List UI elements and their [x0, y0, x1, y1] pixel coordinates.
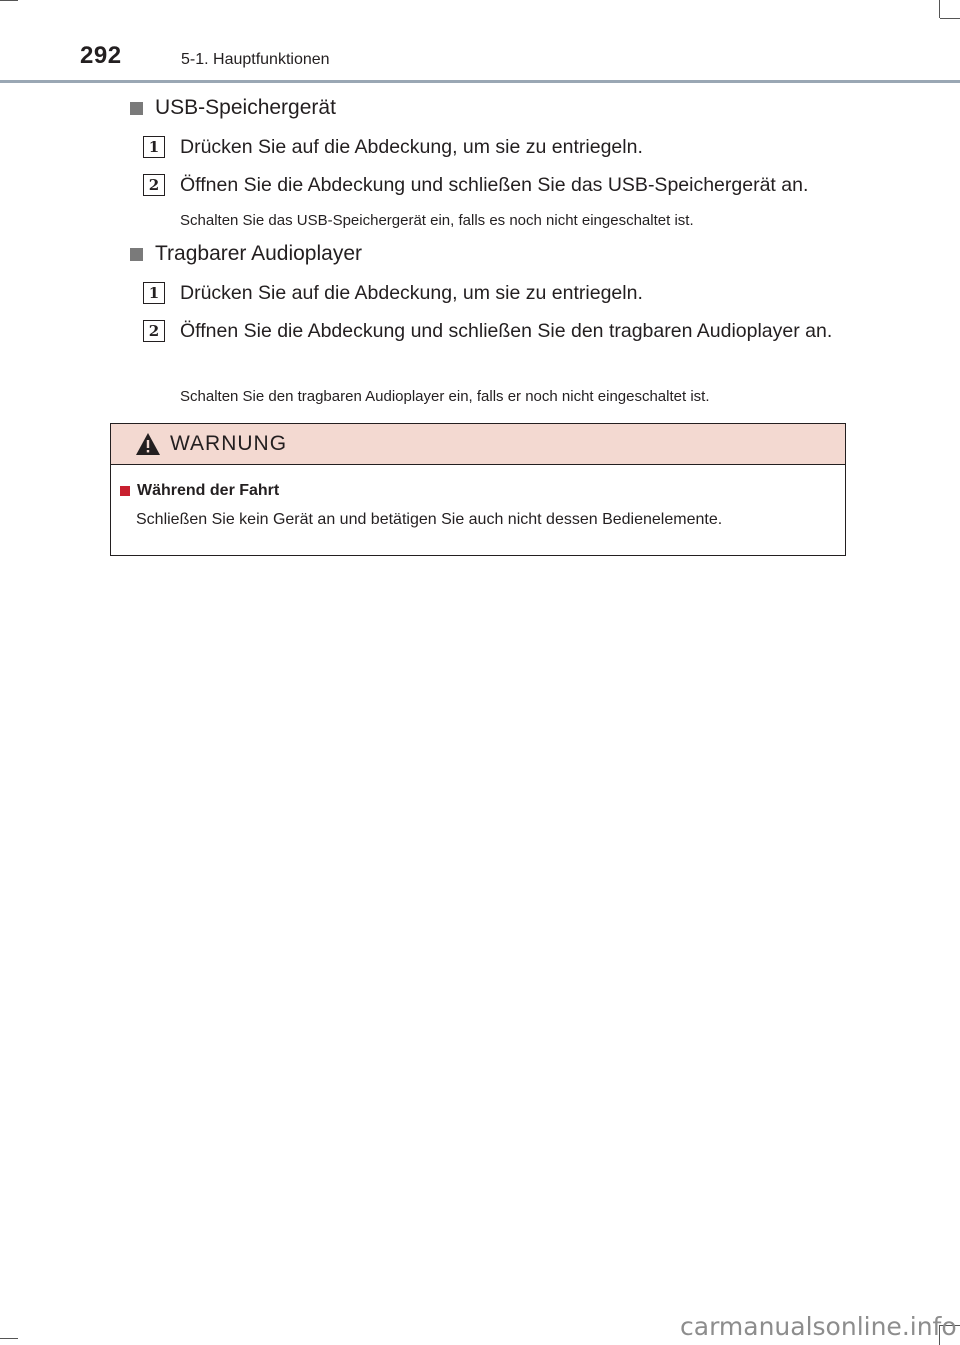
step-number: 2	[143, 174, 165, 196]
step-text: Öffnen Sie die Abdeckung und schließen Sie das USB-Speichergerät an.	[180, 174, 809, 196]
step-text: Drücken Sie auf die Abdeckung, um sie zu entriegeln.	[180, 136, 643, 158]
step-number: 2	[143, 320, 165, 342]
section-title: 5-1. Hauptfunktionen	[181, 51, 330, 68]
warning-subheading	[120, 482, 279, 500]
step-number: 1	[143, 282, 165, 304]
page-header	[0, 0, 960, 84]
warning-subheading-text: Während der Fahrt	[137, 482, 280, 499]
note-text: Schalten Sie den tragbaren Audioplayer ein, falls er noch nicht eingeschaltet ist.	[180, 388, 710, 405]
watermark: carmanualsonline.info	[680, 1312, 957, 1341]
page-number: 292	[80, 42, 122, 69]
header-rule	[0, 80, 960, 83]
crop-mark	[0, 1338, 18, 1339]
warning-box	[110, 423, 846, 556]
usb-heading	[130, 96, 336, 120]
heading-text: Tragbarer Audioplayer	[155, 242, 363, 265]
step-text: Drücken Sie auf die Abdeckung, um sie zu entriegeln.	[180, 282, 643, 304]
note-text: Schalten Sie das USB-Speichergerät ein, falls es noch nicht eingeschaltet ist.	[180, 212, 694, 229]
red-square-bullet-icon	[120, 486, 130, 496]
warning-triangle-icon	[135, 432, 161, 456]
square-bullet-icon	[130, 102, 143, 115]
step-number: 1	[143, 136, 165, 158]
step-text: Öffnen Sie die Abdeckung und schließen Sie den tragbaren Audioplayer an.	[180, 320, 833, 342]
warning-text: Schließen Sie kein Gerät an und betätigen Sie auch nicht dessen Bedienelemente.	[136, 511, 723, 528]
warning-title: WARNUNG	[170, 432, 288, 455]
square-bullet-icon	[130, 248, 143, 261]
heading-text: USB-Speichergerät	[155, 96, 336, 119]
warning-header	[111, 424, 845, 465]
audioplayer-heading	[130, 242, 362, 266]
